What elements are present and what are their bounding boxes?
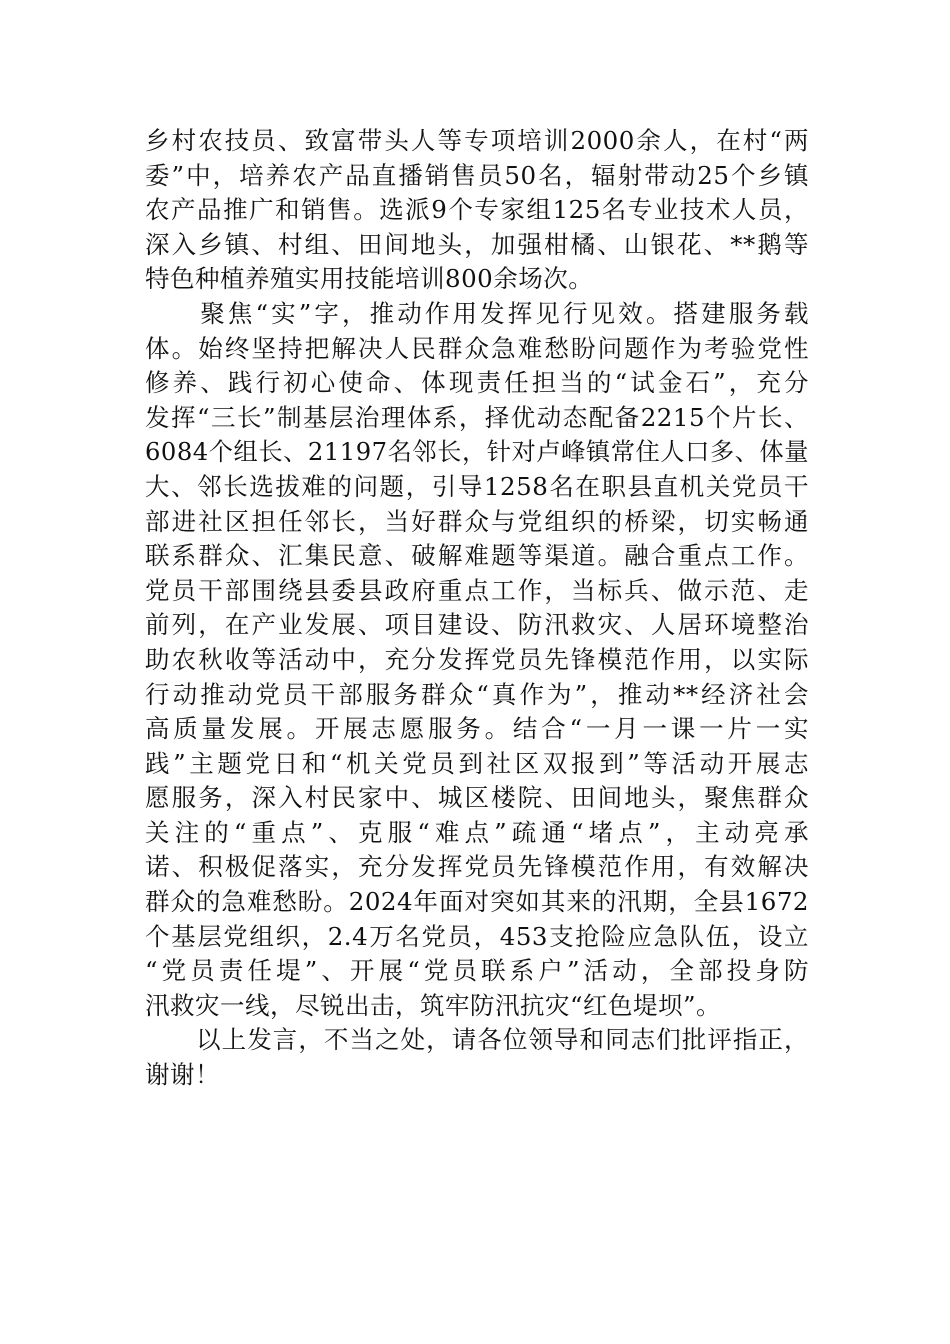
text-line: 谢谢！	[145, 1060, 220, 1090]
text-line: 特色种植养殖实用技能培训800余场次。	[145, 264, 594, 294]
text-line: “党员责任堤”、开展“党员联系户”活动，全部投身防	[145, 956, 809, 986]
paragraph-closing	[145, 1023, 809, 1092]
text-line: 高质量发展。开展志愿服务。结合“一月一课一片一实	[145, 714, 809, 744]
text-line: 发挥“三长”制基层治理体系，择优动态配备2215个片长、	[145, 402, 809, 432]
text-line: 聚焦“实”字，推动作用发挥见行见效。搭建服务载	[145, 298, 809, 328]
paragraph-training	[145, 124, 809, 297]
text-line: 群众的急难愁盼。2024年面对突如其来的汛期，全县1672	[145, 887, 809, 917]
text-line: 体。始终坚持把解决人民群众急难愁盼问题作为考验党性	[145, 333, 809, 363]
text-line: 行动推动党员干部服务群众“真作为”，推动**经济社会	[145, 679, 809, 709]
text-line: 农产品推广和销售。选派9个专家组125名专业技术人员，	[145, 195, 809, 225]
text-line: 前列，在产业发展、项目建设、防汛救灾、人居环境整治	[145, 610, 809, 640]
document-body	[145, 124, 809, 1093]
text-line: 关注的“重点”、克服“难点”疏通“堵点”，主动亮承	[145, 817, 809, 847]
text-line: 愿服务，深入村民家中、城区楼院、田间地头，聚焦群众	[145, 783, 809, 813]
text-line: 助农秋收等活动中，充分发挥党员先锋模范作用，以实际	[145, 644, 809, 674]
text-line: 党员干部围绕县委县政府重点工作，当标兵、做示范、走	[145, 575, 809, 605]
text-line: 乡村农技员、致富带头人等专项培训2000余人，在村“两	[145, 126, 809, 155]
text-line: 联系群众、汇集民意、破解难题等渠道。融合重点工作。	[145, 541, 809, 571]
paragraph-practice	[145, 297, 809, 1023]
text-line: 6084个组长、21197名邻长，针对卢峰镇常住人口多、体量	[145, 437, 809, 467]
text-line: 个基层党组织，2.4万名党员，453支抢险应急队伍，设立	[145, 921, 809, 951]
text-line: 部进社区担任邻长，当好群众与党组织的桥梁，切实畅通	[145, 506, 809, 536]
text-line: 大、邻长选拔难的问题，引导1258名在职县直机关党员干	[145, 471, 809, 501]
text-line: 诺、积极促落实，充分发挥党员先锋模范作用，有效解决	[145, 852, 809, 882]
text-line: 以上发言，不当之处，请各位领导和同志们批评指正，	[145, 1025, 809, 1055]
text-line: 深入乡镇、村组、田间地头，加强柑橘、山银花、**鹅等	[145, 229, 809, 259]
text-line: 践”主题党日和“机关党员到社区双报到”等活动开展志	[145, 748, 809, 778]
text-line: 修养、践行初心使命、体现责任担当的“试金石”，充分	[145, 368, 809, 398]
text-line: 委”中，培养农产品直播销售员50名，辐射带动25个乡镇	[145, 160, 809, 190]
text-line: 汛救灾一线，尽锐出击，筑牢防汛抗灾“红色堤坝”。	[145, 990, 722, 1020]
